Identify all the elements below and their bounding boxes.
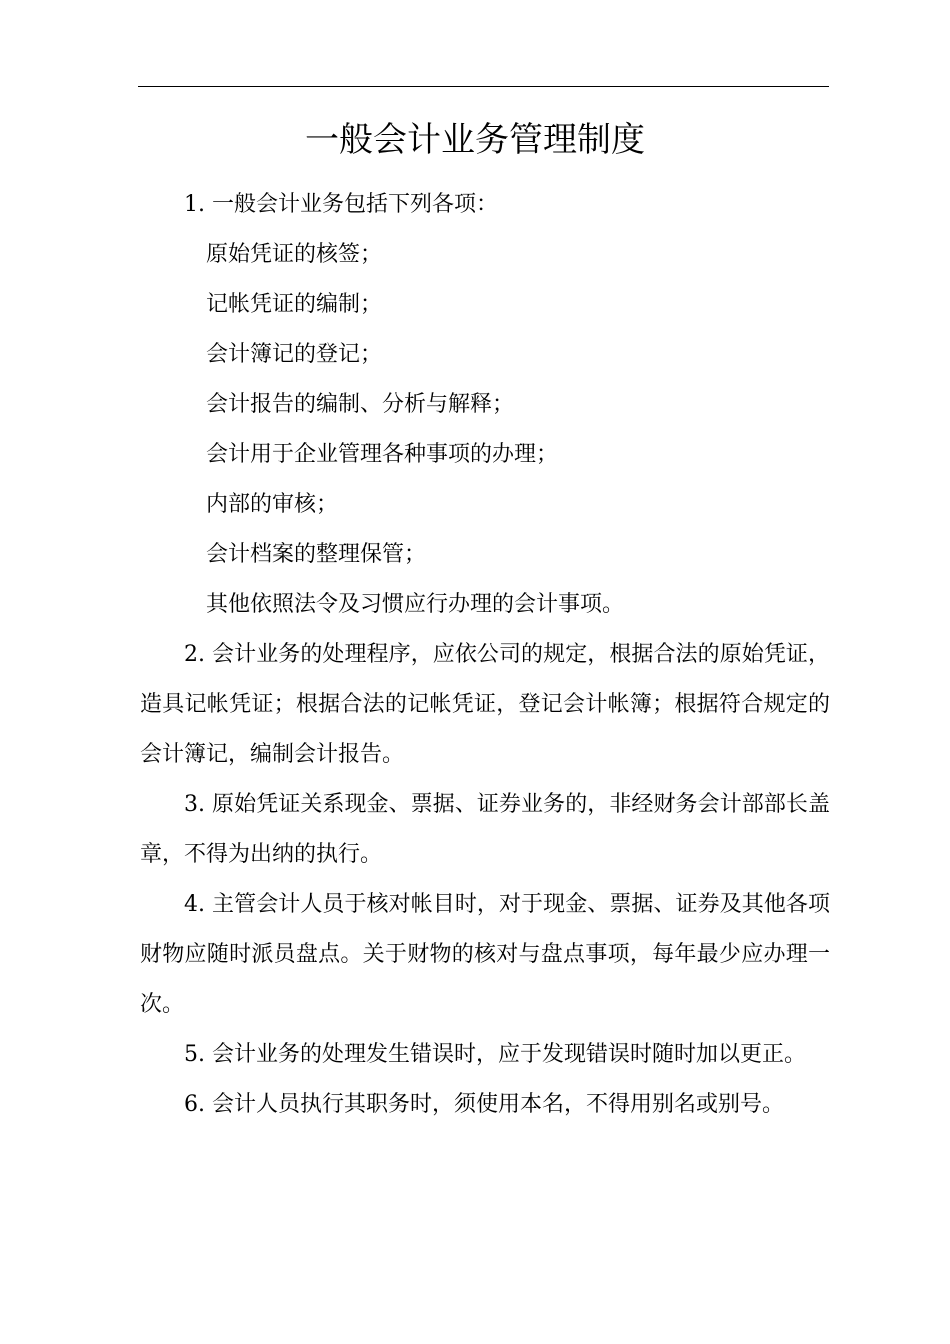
- clause-5: 5. 会计业务的处理发生错误时，应于发现错误时随时加以更正。: [184, 1042, 806, 1067]
- clause-4: 4. 主管会计人员于核对帐目时，对于现金、票据、证券及其他各项财物应随时派员盘点。关于财物的核对与盘点事项，每年最少应办理一次。: [140, 892, 830, 1017]
- header-rule: [138, 86, 829, 87]
- clause-2: 2. 会计业务的处理程序，应依公司的规定，根据合法的原始凭证，造具记帐凭证；根据合法的记帐凭证，登记会计帐簿；根据符合规定的会计簿记，编制会计报告。: [140, 642, 830, 767]
- list-item: 其他依照法令及习惯应行办理的会计事项。: [206, 592, 625, 617]
- clause-6: 6. 会计人员执行其职务时，须使用本名，不得用别名或别号。: [184, 1092, 784, 1117]
- list-item: 记帐凭证的编制；: [206, 292, 383, 317]
- document-title: 一般会计业务管理制度: [305, 120, 645, 160]
- list-item: 内部的审核；: [206, 492, 339, 517]
- clause-3: 3. 原始凭证关系现金、票据、证券业务的，非经财务会计部部长盖章，不得为出纳的执行。: [140, 792, 830, 867]
- list-item: 会计簿记的登记；: [206, 342, 383, 367]
- list-item: 会计档案的整理保管；: [206, 542, 427, 567]
- list-item: 会计报告的编制、分析与解释；: [206, 392, 515, 417]
- document-body: [140, 180, 830, 1130]
- clause-1: 1. 一般会计业务包括下列各项：: [184, 192, 498, 217]
- list-item: 原始凭证的核签；: [206, 242, 383, 267]
- list-item: 会计用于企业管理各种事项的办理；: [206, 442, 559, 467]
- clause-1-subitems: [140, 230, 830, 630]
